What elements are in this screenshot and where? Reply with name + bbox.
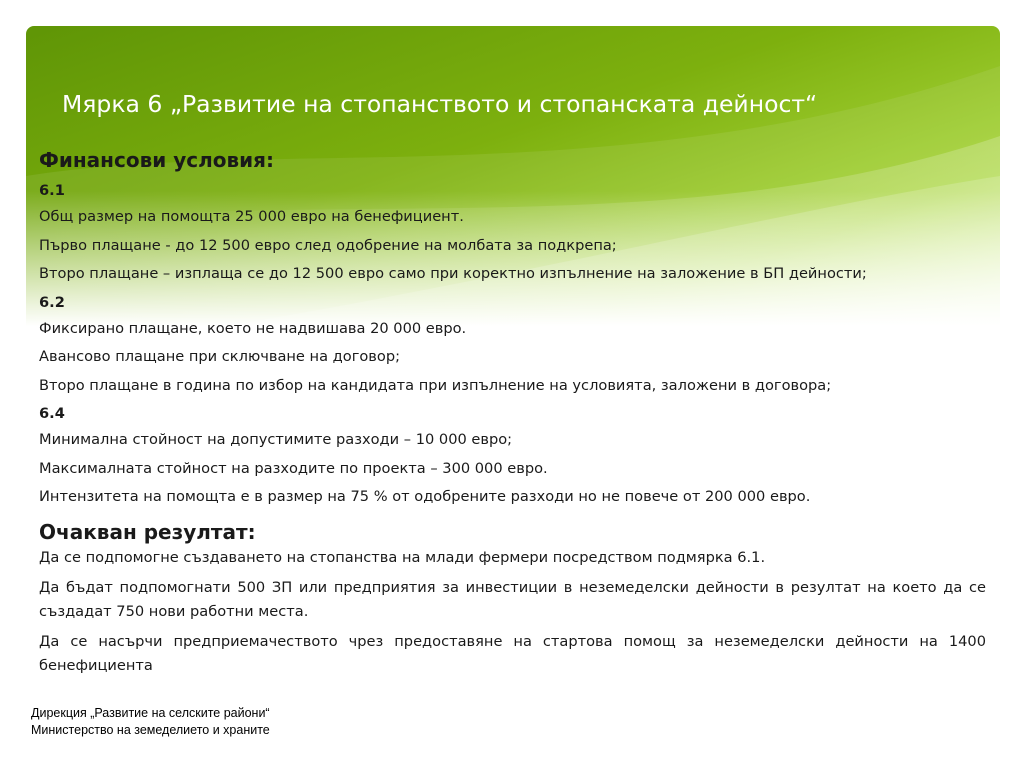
- text-line: Максималната стойност на разходите по проекта – 300 000 евро.: [39, 459, 548, 477]
- footer-line-directorate: Дирекция „Развитие на селските райони“: [31, 706, 270, 720]
- section-label-6-1: 6.1: [39, 182, 65, 199]
- text-line: Авансово плащане при сключване на договор;: [39, 348, 401, 365]
- text-line: Фиксирано плащане, което не надвишава 20 000 евро.: [39, 319, 467, 337]
- text-line: Минимална стойност на допустимите разходи – 10 000 евро;: [39, 431, 513, 448]
- text-line: Второ плащане в година по избор на кандидата при изпълнение на условията, заложени в договора;: [39, 376, 832, 394]
- text-line: Общ размер на помощта 25 000 евро на бенефициент.: [39, 208, 464, 225]
- slide-content: [39, 143, 986, 684]
- footer: [31, 705, 270, 739]
- financial-heading: Финансови условия:: [39, 148, 274, 172]
- text-line: Интензитета на помощта е в размер на 75 % от одобрените разходи но не повече от 200 000 евро.: [39, 488, 811, 505]
- text-line: Първо плащане - до 12 500 евро след одобрение на молбата за подкрепа;: [39, 236, 617, 254]
- text-line: Второ плащане – изплаща се до 12 500 евро само при коректно изпълнение на заложение в БП дейности;: [39, 265, 867, 282]
- slide-title: Мярка 6 „Развитие на стопанството и стопанската дейност“: [62, 90, 818, 118]
- section-label-6-2: 6.2: [39, 293, 65, 311]
- result-heading: Очакван резултат:: [39, 519, 256, 544]
- section-label-6-4: 6.4: [39, 405, 65, 422]
- footer-line-ministry: Министерство на земеделието и храните: [31, 723, 270, 737]
- text-paragraph: Да бъдат подпомогнати 500 ЗП или предприятия за инвестиции в неземеделски дейности в резултат на което да се създадат 750 нови работни места.: [39, 579, 986, 620]
- text-line: Да се подпомогне създаването на стопанства на млади фермери посредством подмярка 6.1.: [39, 548, 766, 566]
- text-paragraph: Да се насърчи предприемачеството чрез предоставяне на стартова помощ за неземеделски дейности на 1400 бенефициента: [39, 633, 986, 674]
